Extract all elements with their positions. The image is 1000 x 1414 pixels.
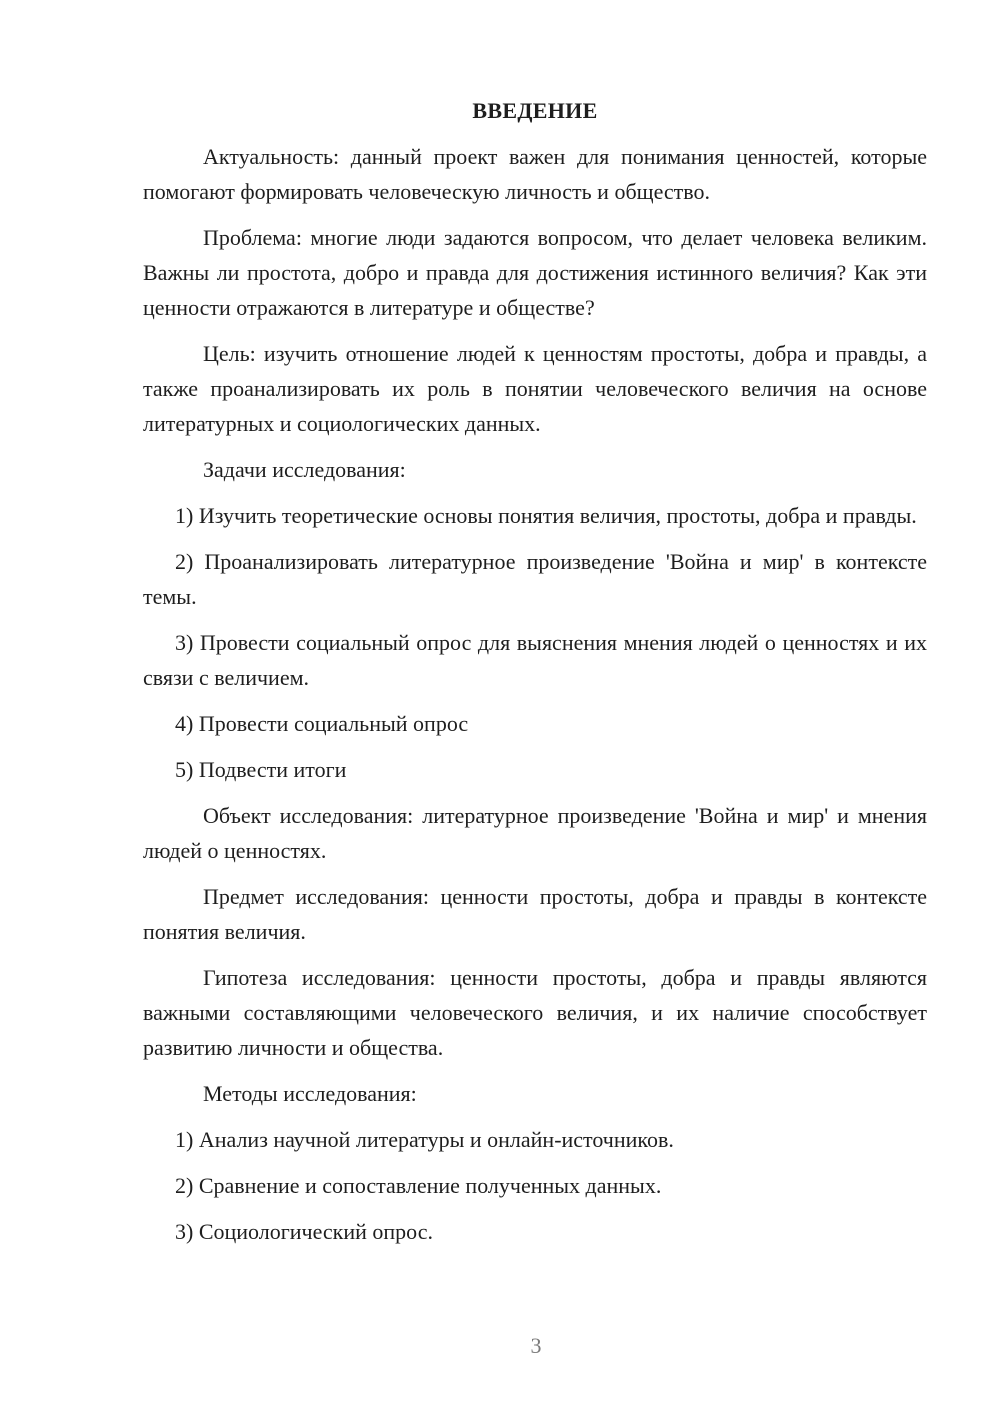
task-item-2: 2) Проанализировать литературное произведение 'Война и мир' в контексте темы. — [143, 549, 927, 609]
task-item-1: 1) Изучить теоретические основы понятия величия, простоты, добра и правды. — [175, 503, 917, 528]
task-item-3: 3) Провести социальный опрос для выяснения мнения людей о ценностях и их связи с величием. — [143, 630, 927, 690]
page-content — [143, 93, 927, 1260]
task-item-4: 4) Провести социальный опрос — [175, 711, 469, 736]
task-item-5: 5) Подвести итоги — [175, 757, 347, 782]
problem-paragraph: Проблема: многие люди задаются вопросом, что делает человека великим. Важны ли простота, добро и правда для достижения истинного величия? Как эти ценности отражаются в литературе и обществе? — [143, 225, 927, 320]
page-title: ВВЕДЕНИЕ — [472, 98, 598, 123]
method-item-3: 3) Социологический опрос. — [175, 1219, 433, 1244]
goal-paragraph: Цель: изучить отношение людей к ценностям простоты, добра и правды, а также проанализировать их роль в понятии человеческого величия на основе литературных и социологических данных. — [143, 341, 927, 436]
method-item-2: 2) Сравнение и сопоставление полученных данных. — [175, 1173, 662, 1198]
hypothesis-paragraph: Гипотеза исследования: ценности простоты, добра и правды являются важными составляющими человеческого величия, и их наличие способствует развитию личности и общества. — [143, 965, 927, 1060]
object-paragraph: Объект исследования: литературное произведение 'Война и мир' и мнения людей о ценностях. — [143, 803, 927, 863]
page-number: 3 — [530, 1333, 542, 1358]
methods-heading: Методы исследования: — [203, 1081, 417, 1106]
subject-paragraph: Предмет исследования: ценности простоты, добра и правды в контексте понятия величия. — [143, 884, 927, 944]
method-item-1: 1) Анализ научной литературы и онлайн-источников. — [175, 1127, 674, 1152]
tasks-heading: Задачи исследования: — [203, 457, 406, 482]
relevance-paragraph: Актуальность: данный проект важен для понимания ценностей, которые помогают формировать человеческую личность и общество. — [143, 144, 927, 204]
